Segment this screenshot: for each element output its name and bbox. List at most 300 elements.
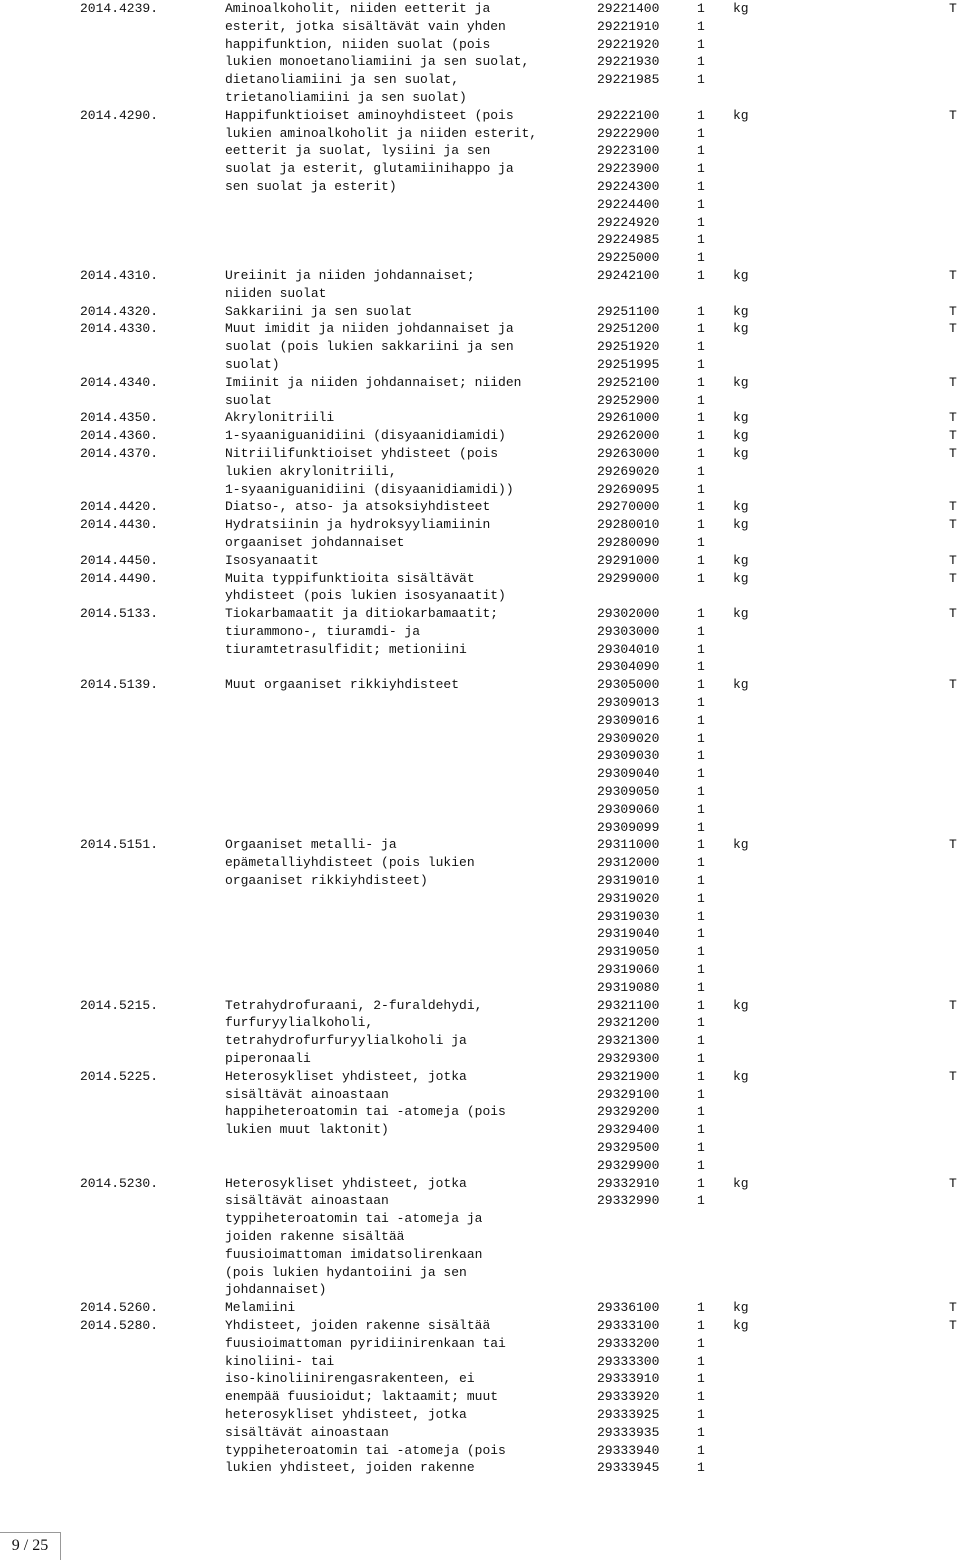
entry-unit: kg bbox=[733, 321, 749, 337]
entry-row bbox=[0, 961, 960, 979]
cn-code: 29329300 bbox=[597, 1051, 660, 1067]
cn-code: 29223100 bbox=[597, 143, 660, 159]
entry-row bbox=[0, 1032, 960, 1050]
cn-code: 29319030 bbox=[597, 908, 660, 924]
entry-id: 2014.5215. bbox=[80, 997, 159, 1013]
entry-description-line: fuusioimattoman imidatsolirenkaan bbox=[225, 1246, 483, 1262]
entry-description-line: suolat ja esterit, glutamiinihappo ja bbox=[225, 161, 514, 177]
code-quantity: 1 bbox=[697, 303, 705, 319]
entry-id: 2014.4320. bbox=[80, 303, 159, 319]
code-quantity: 1 bbox=[697, 766, 705, 782]
code-quantity: 1 bbox=[697, 1424, 705, 1440]
entry-row bbox=[0, 516, 960, 534]
cn-code: 29333910 bbox=[597, 1371, 660, 1387]
entry-row bbox=[0, 1353, 960, 1371]
entry-description-line: lukien muut laktonit) bbox=[225, 1122, 389, 1138]
entry-unit: kg bbox=[733, 1068, 749, 1084]
cn-code: 29329400 bbox=[597, 1122, 660, 1138]
entry-flag: T bbox=[949, 570, 957, 586]
cn-code: 29319080 bbox=[597, 979, 660, 995]
entry-row bbox=[0, 1192, 960, 1210]
entry-row bbox=[0, 783, 960, 801]
entry-row bbox=[0, 427, 960, 445]
cn-code: 29333300 bbox=[597, 1353, 660, 1369]
entry-row bbox=[0, 1014, 960, 1032]
entry-block bbox=[0, 1299, 960, 1317]
code-quantity: 1 bbox=[697, 178, 705, 194]
entry-description-line: sen suolat ja esterit) bbox=[225, 178, 397, 194]
entry-description-line: Orgaaniset metalli- ja bbox=[225, 837, 397, 853]
cn-code: 29291000 bbox=[597, 552, 660, 568]
entry-row bbox=[0, 463, 960, 481]
entry-row bbox=[0, 53, 960, 71]
entry-id: 2014.5260. bbox=[80, 1300, 159, 1316]
cn-code: 29309040 bbox=[597, 766, 660, 782]
entry-block bbox=[0, 374, 960, 410]
entry-id: 2014.5280. bbox=[80, 1317, 159, 1333]
cn-code: 29333200 bbox=[597, 1335, 660, 1351]
entry-row bbox=[0, 712, 960, 730]
entry-description-line: kinoliini- tai bbox=[225, 1353, 335, 1369]
entry-row bbox=[0, 1442, 960, 1460]
entry-row bbox=[0, 498, 960, 516]
cn-code: 29261000 bbox=[597, 410, 660, 426]
entry-id: 2014.4490. bbox=[80, 570, 159, 586]
entry-id: 2014.4360. bbox=[80, 428, 159, 444]
entry-unit: kg bbox=[733, 107, 749, 123]
code-quantity: 1 bbox=[697, 1193, 705, 1209]
entry-block bbox=[0, 1068, 960, 1175]
code-quantity: 1 bbox=[697, 410, 705, 426]
entry-row bbox=[0, 801, 960, 819]
entry-description-line: Isosyanaatit bbox=[225, 552, 319, 568]
cn-code: 29224920 bbox=[597, 214, 660, 230]
entry-row bbox=[0, 89, 960, 107]
code-quantity: 1 bbox=[697, 677, 705, 693]
code-quantity: 1 bbox=[697, 1086, 705, 1102]
code-quantity: 1 bbox=[697, 1068, 705, 1084]
entry-description-line: Melamiini bbox=[225, 1300, 296, 1316]
code-quantity: 1 bbox=[697, 1335, 705, 1351]
code-quantity: 1 bbox=[697, 267, 705, 283]
code-quantity: 1 bbox=[697, 1442, 705, 1458]
code-quantity: 1 bbox=[697, 962, 705, 978]
code-quantity: 1 bbox=[697, 1389, 705, 1405]
cn-code: 29312000 bbox=[597, 855, 660, 871]
cn-code: 29333920 bbox=[597, 1389, 660, 1405]
entry-row bbox=[0, 1068, 960, 1086]
entry-description-line: tetrahydrofurfuryylialkoholi ja bbox=[225, 1033, 467, 1049]
cn-code: 29224300 bbox=[597, 178, 660, 194]
code-quantity: 1 bbox=[697, 374, 705, 390]
code-quantity: 1 bbox=[697, 908, 705, 924]
entry-row bbox=[0, 249, 960, 267]
entry-description-line: enempää fuusioidut; laktaamit; muut bbox=[225, 1389, 499, 1405]
entry-description-line: typpiheteroatomin tai -atomeja ja bbox=[225, 1211, 483, 1227]
code-quantity: 1 bbox=[697, 1353, 705, 1369]
entry-id: 2014.5225. bbox=[80, 1068, 159, 1084]
code-quantity: 1 bbox=[697, 445, 705, 461]
entry-row bbox=[0, 142, 960, 160]
entry-block bbox=[0, 107, 960, 267]
entry-flag: T bbox=[949, 1317, 957, 1333]
entry-row bbox=[0, 605, 960, 623]
cn-code: 29221930 bbox=[597, 54, 660, 70]
code-quantity: 1 bbox=[697, 1140, 705, 1155]
cn-code: 29262000 bbox=[597, 428, 660, 444]
cn-code: 29263000 bbox=[597, 445, 660, 461]
entry-row bbox=[0, 1246, 960, 1264]
entry-block bbox=[0, 427, 960, 445]
entry-description-line: orgaaniset rikkiyhdisteet) bbox=[225, 873, 428, 889]
entry-flag: T bbox=[949, 552, 957, 568]
entry-id: 2014.4370. bbox=[80, 445, 159, 461]
entry-unit: kg bbox=[733, 606, 749, 622]
entry-row bbox=[0, 1335, 960, 1353]
entry-row bbox=[0, 409, 960, 427]
entry-unit: kg bbox=[733, 410, 749, 426]
entry-row bbox=[0, 160, 960, 178]
entry-row bbox=[0, 0, 960, 18]
entry-row bbox=[0, 36, 960, 54]
entry-description-line: sisältävät ainoastaan bbox=[225, 1424, 389, 1440]
entry-row bbox=[0, 267, 960, 285]
entry-description-line: joiden rakenne sisältää bbox=[225, 1228, 405, 1244]
code-quantity: 1 bbox=[697, 873, 705, 889]
entry-unit: kg bbox=[733, 303, 749, 319]
cn-code: 29224400 bbox=[597, 196, 660, 212]
code-quantity: 1 bbox=[697, 659, 705, 675]
cn-code: 29223900 bbox=[597, 161, 660, 177]
entry-row bbox=[0, 908, 960, 926]
cn-code: 29224985 bbox=[597, 232, 660, 248]
cn-code: 29309060 bbox=[597, 801, 660, 817]
cn-code: 29319050 bbox=[597, 944, 660, 960]
entry-unit: kg bbox=[733, 1175, 749, 1191]
entry-description-line: dietanoliamiini ja sen suolat, bbox=[225, 72, 460, 88]
cn-code: 29221920 bbox=[597, 36, 660, 52]
entry-row bbox=[0, 1157, 960, 1175]
entry-description-line: Diatso-, atso- ja atsoksiyhdisteet bbox=[225, 499, 491, 515]
code-quantity: 1 bbox=[697, 997, 705, 1013]
entry-flag: T bbox=[949, 517, 957, 533]
code-quantity: 1 bbox=[697, 570, 705, 586]
cn-code: 29329100 bbox=[597, 1086, 660, 1102]
entry-description-line: typpiheteroatomin tai -atomeja (pois bbox=[225, 1442, 506, 1458]
cn-code: 29242100 bbox=[597, 267, 660, 283]
entry-unit: kg bbox=[733, 445, 749, 461]
entry-row bbox=[0, 658, 960, 676]
entry-block bbox=[0, 267, 960, 303]
code-quantity: 1 bbox=[697, 463, 705, 479]
cn-code: 29304090 bbox=[597, 659, 660, 675]
entry-row bbox=[0, 1139, 960, 1157]
entry-row bbox=[0, 178, 960, 196]
entry-block bbox=[0, 516, 960, 552]
cn-code: 29304010 bbox=[597, 641, 660, 657]
code-quantity: 1 bbox=[697, 979, 705, 995]
cn-code: 29319040 bbox=[597, 926, 660, 942]
entry-id: 2014.5151. bbox=[80, 837, 159, 853]
entry-description-line: suolat bbox=[225, 392, 272, 408]
cn-code: 29309020 bbox=[597, 730, 660, 746]
entry-description-line: Nitriilifunktioiset yhdisteet (pois bbox=[225, 445, 499, 461]
code-quantity: 1 bbox=[697, 641, 705, 657]
entry-description-line: lukien aminoalkoholit ja niiden esterit, bbox=[225, 125, 538, 141]
cn-code: 29280090 bbox=[597, 534, 660, 550]
entry-row bbox=[0, 1388, 960, 1406]
cn-code: 29302000 bbox=[597, 606, 660, 622]
cn-code: 29332910 bbox=[597, 1175, 660, 1191]
entry-row bbox=[0, 356, 960, 374]
code-quantity: 1 bbox=[697, 499, 705, 515]
code-quantity: 1 bbox=[697, 552, 705, 568]
cn-code: 29222100 bbox=[597, 107, 660, 123]
entry-row bbox=[0, 1210, 960, 1228]
entry-description-line: lukien monoetanoliamiini ja sen suolat, bbox=[225, 54, 530, 70]
code-quantity: 1 bbox=[697, 517, 705, 533]
entry-id: 2014.4430. bbox=[80, 517, 159, 533]
entry-description-line: esterit, jotka sisältävät vain yhden bbox=[225, 18, 506, 34]
entry-unit: kg bbox=[733, 997, 749, 1013]
code-quantity: 1 bbox=[697, 890, 705, 906]
entry-description-line: iso-kinoliinirengasrakenteen, ei bbox=[225, 1371, 475, 1387]
cn-code: 29332990 bbox=[597, 1193, 660, 1209]
entry-id: 2014.4330. bbox=[80, 321, 159, 337]
entry-row bbox=[0, 1175, 960, 1193]
cn-code: 29321300 bbox=[597, 1033, 660, 1049]
entry-description-line: 1-syaaniguanidiini (disyaanidiamidi) bbox=[225, 428, 506, 444]
page-number: 9 / 25 bbox=[0, 1532, 61, 1560]
cn-code: 29251920 bbox=[597, 339, 660, 355]
entry-row bbox=[0, 285, 960, 303]
entry-description-line: happifunktion, niiden suolat (pois bbox=[225, 36, 491, 52]
code-quantity: 1 bbox=[697, 392, 705, 408]
cn-code: 29319020 bbox=[597, 890, 660, 906]
entry-id: 2014.5133. bbox=[80, 606, 159, 622]
cn-code: 29221910 bbox=[597, 18, 660, 34]
code-quantity: 1 bbox=[697, 695, 705, 711]
entry-row bbox=[0, 587, 960, 605]
entry-flag: T bbox=[949, 1, 957, 16]
entry-row bbox=[0, 481, 960, 499]
entry-description-line: orgaaniset johdannaiset bbox=[225, 534, 405, 550]
entry-description-line: epämetalliyhdisteet (pois lukien bbox=[225, 855, 475, 871]
entry-flag: T bbox=[949, 428, 957, 444]
cn-code: 29303000 bbox=[597, 623, 660, 639]
code-quantity: 1 bbox=[697, 730, 705, 746]
code-quantity: 1 bbox=[697, 214, 705, 230]
entry-block bbox=[0, 0, 960, 107]
entry-flag: T bbox=[949, 606, 957, 622]
entry-row bbox=[0, 890, 960, 908]
entry-row bbox=[0, 730, 960, 748]
entry-row bbox=[0, 374, 960, 392]
entry-description-line: yhdisteet (pois lukien isosyanaatit) bbox=[225, 588, 506, 604]
entry-description-line: Imiinit ja niiden johdannaiset; niiden bbox=[225, 374, 522, 390]
code-quantity: 1 bbox=[697, 1317, 705, 1333]
cn-code: 29269020 bbox=[597, 463, 660, 479]
cn-code: 29329500 bbox=[597, 1140, 660, 1155]
entry-description-line: suolat (pois lukien sakkariini ja sen bbox=[225, 339, 514, 355]
entry-unit: kg bbox=[733, 428, 749, 444]
cn-code: 29222900 bbox=[597, 125, 660, 141]
cn-code: 29251200 bbox=[597, 321, 660, 337]
entry-id: 2014.5230. bbox=[80, 1175, 159, 1191]
code-quantity: 1 bbox=[697, 36, 705, 52]
entry-row bbox=[0, 303, 960, 321]
entry-id: 2014.4340. bbox=[80, 374, 159, 390]
entry-flag: T bbox=[949, 1068, 957, 1084]
cn-code: 29321200 bbox=[597, 1015, 660, 1031]
entry-row bbox=[0, 623, 960, 641]
entry-flag: T bbox=[949, 321, 957, 337]
cn-code: 29309016 bbox=[597, 712, 660, 728]
entry-description-line: Aminoalkoholit, niiden eetterit ja bbox=[225, 1, 491, 16]
cn-code: 29309099 bbox=[597, 819, 660, 835]
code-quantity: 1 bbox=[697, 1122, 705, 1138]
entry-description-line: suolat) bbox=[225, 356, 280, 372]
entry-row bbox=[0, 641, 960, 659]
entry-row bbox=[0, 925, 960, 943]
entry-block bbox=[0, 1317, 960, 1477]
entry-row bbox=[0, 231, 960, 249]
entry-row bbox=[0, 1370, 960, 1388]
entry-description-line: niiden suolat bbox=[225, 285, 327, 301]
entry-description-line: Heterosykliset yhdisteet, jotka bbox=[225, 1068, 467, 1084]
entry-row bbox=[0, 1264, 960, 1282]
cn-code: 29270000 bbox=[597, 499, 660, 515]
entry-row bbox=[0, 338, 960, 356]
code-quantity: 1 bbox=[697, 481, 705, 497]
cn-code: 29311000 bbox=[597, 837, 660, 853]
entry-description-line: fuusioimattoman pyridiinirenkaan tai bbox=[225, 1335, 506, 1351]
entry-block bbox=[0, 320, 960, 373]
entry-unit: kg bbox=[733, 499, 749, 515]
entry-unit: kg bbox=[733, 837, 749, 853]
code-quantity: 1 bbox=[697, 196, 705, 212]
cn-code: 29221985 bbox=[597, 72, 660, 88]
entry-description-line: Muut imidit ja niiden johdannaiset ja bbox=[225, 321, 514, 337]
entry-row bbox=[0, 1086, 960, 1104]
code-quantity: 1 bbox=[697, 1033, 705, 1049]
code-quantity: 1 bbox=[697, 339, 705, 355]
code-quantity: 1 bbox=[697, 1371, 705, 1387]
entry-row bbox=[0, 979, 960, 997]
code-quantity: 1 bbox=[697, 712, 705, 728]
entry-row bbox=[0, 1050, 960, 1068]
entry-block bbox=[0, 1175, 960, 1300]
code-quantity: 1 bbox=[697, 944, 705, 960]
cn-code: 29333935 bbox=[597, 1424, 660, 1440]
entry-flag: T bbox=[949, 837, 957, 853]
entry-id: 2014.4450. bbox=[80, 552, 159, 568]
code-quantity: 1 bbox=[697, 784, 705, 800]
code-quantity: 1 bbox=[697, 161, 705, 177]
code-quantity: 1 bbox=[697, 72, 705, 88]
cn-code: 29252100 bbox=[597, 374, 660, 390]
entry-row bbox=[0, 997, 960, 1015]
entry-flag: T bbox=[949, 410, 957, 426]
entry-unit: kg bbox=[733, 677, 749, 693]
code-quantity: 1 bbox=[697, 107, 705, 123]
entry-row bbox=[0, 694, 960, 712]
cn-code: 29280010 bbox=[597, 517, 660, 533]
entry-block bbox=[0, 570, 960, 606]
entry-description-line: Sakkariini ja sen suolat bbox=[225, 303, 413, 319]
entry-description-line: Muita typpifunktioita sisältävät bbox=[225, 570, 475, 586]
entry-block bbox=[0, 605, 960, 676]
entry-flag: T bbox=[949, 267, 957, 283]
cn-code: 29333925 bbox=[597, 1406, 660, 1422]
code-quantity: 1 bbox=[697, 1175, 705, 1191]
entry-row bbox=[0, 570, 960, 588]
cn-code: 29336100 bbox=[597, 1300, 660, 1316]
cn-code: 29333100 bbox=[597, 1317, 660, 1333]
entry-description-line: trietanoliamiini ja sen suolat) bbox=[225, 89, 467, 105]
entry-row bbox=[0, 534, 960, 552]
entry-row bbox=[0, 1103, 960, 1121]
cn-code: 29251100 bbox=[597, 303, 660, 319]
code-quantity: 1 bbox=[697, 232, 705, 248]
entry-description-line: tiurammono-, tiuramdi- ja bbox=[225, 623, 421, 639]
entry-description-line: (pois lukien hydantoiini ja sen bbox=[225, 1264, 467, 1280]
cn-code: 29269095 bbox=[597, 481, 660, 497]
cn-code: 29299000 bbox=[597, 570, 660, 586]
entry-row bbox=[0, 392, 960, 410]
entry-description-line: piperonaali bbox=[225, 1051, 311, 1067]
code-quantity: 1 bbox=[697, 534, 705, 550]
entry-row bbox=[0, 125, 960, 143]
code-quantity: 1 bbox=[697, 855, 705, 871]
code-quantity: 1 bbox=[697, 143, 705, 159]
entry-block bbox=[0, 303, 960, 321]
cn-code: 29251995 bbox=[597, 356, 660, 372]
code-quantity: 1 bbox=[697, 1104, 705, 1120]
entry-row bbox=[0, 1406, 960, 1424]
entry-id: 2014.4420. bbox=[80, 499, 159, 515]
entry-description-line: happiheteroatomin tai -atomeja (pois bbox=[225, 1104, 506, 1120]
entry-description-line: Ureiinit ja niiden johdannaiset; bbox=[225, 267, 475, 283]
code-quantity: 1 bbox=[697, 125, 705, 141]
entry-block bbox=[0, 836, 960, 996]
code-quantity: 1 bbox=[697, 837, 705, 853]
entry-description-line: Tetrahydrofuraani, 2-furaldehydi, bbox=[225, 997, 483, 1013]
cn-code: 29221400 bbox=[597, 1, 660, 16]
entry-row bbox=[0, 196, 960, 214]
cn-code: 29321100 bbox=[597, 997, 660, 1013]
entry-row bbox=[0, 1121, 960, 1139]
entry-flag: T bbox=[949, 445, 957, 461]
entry-row bbox=[0, 943, 960, 961]
entry-unit: kg bbox=[733, 374, 749, 390]
entry-description-line: johdannaiset) bbox=[225, 1282, 327, 1298]
entry-row bbox=[0, 854, 960, 872]
entry-row bbox=[0, 1281, 960, 1299]
code-quantity: 1 bbox=[697, 1, 705, 16]
entry-row bbox=[0, 1424, 960, 1442]
entry-unit: kg bbox=[733, 570, 749, 586]
entry-id: 2014.4310. bbox=[80, 267, 159, 283]
entry-description-line: Muut orgaaniset rikkiyhdisteet bbox=[225, 677, 460, 693]
code-quantity: 1 bbox=[697, 606, 705, 622]
entry-unit: kg bbox=[733, 1300, 749, 1316]
code-quantity: 1 bbox=[697, 819, 705, 835]
entry-block bbox=[0, 445, 960, 498]
code-quantity: 1 bbox=[697, 250, 705, 266]
code-quantity: 1 bbox=[697, 321, 705, 337]
cn-code: 29309050 bbox=[597, 784, 660, 800]
